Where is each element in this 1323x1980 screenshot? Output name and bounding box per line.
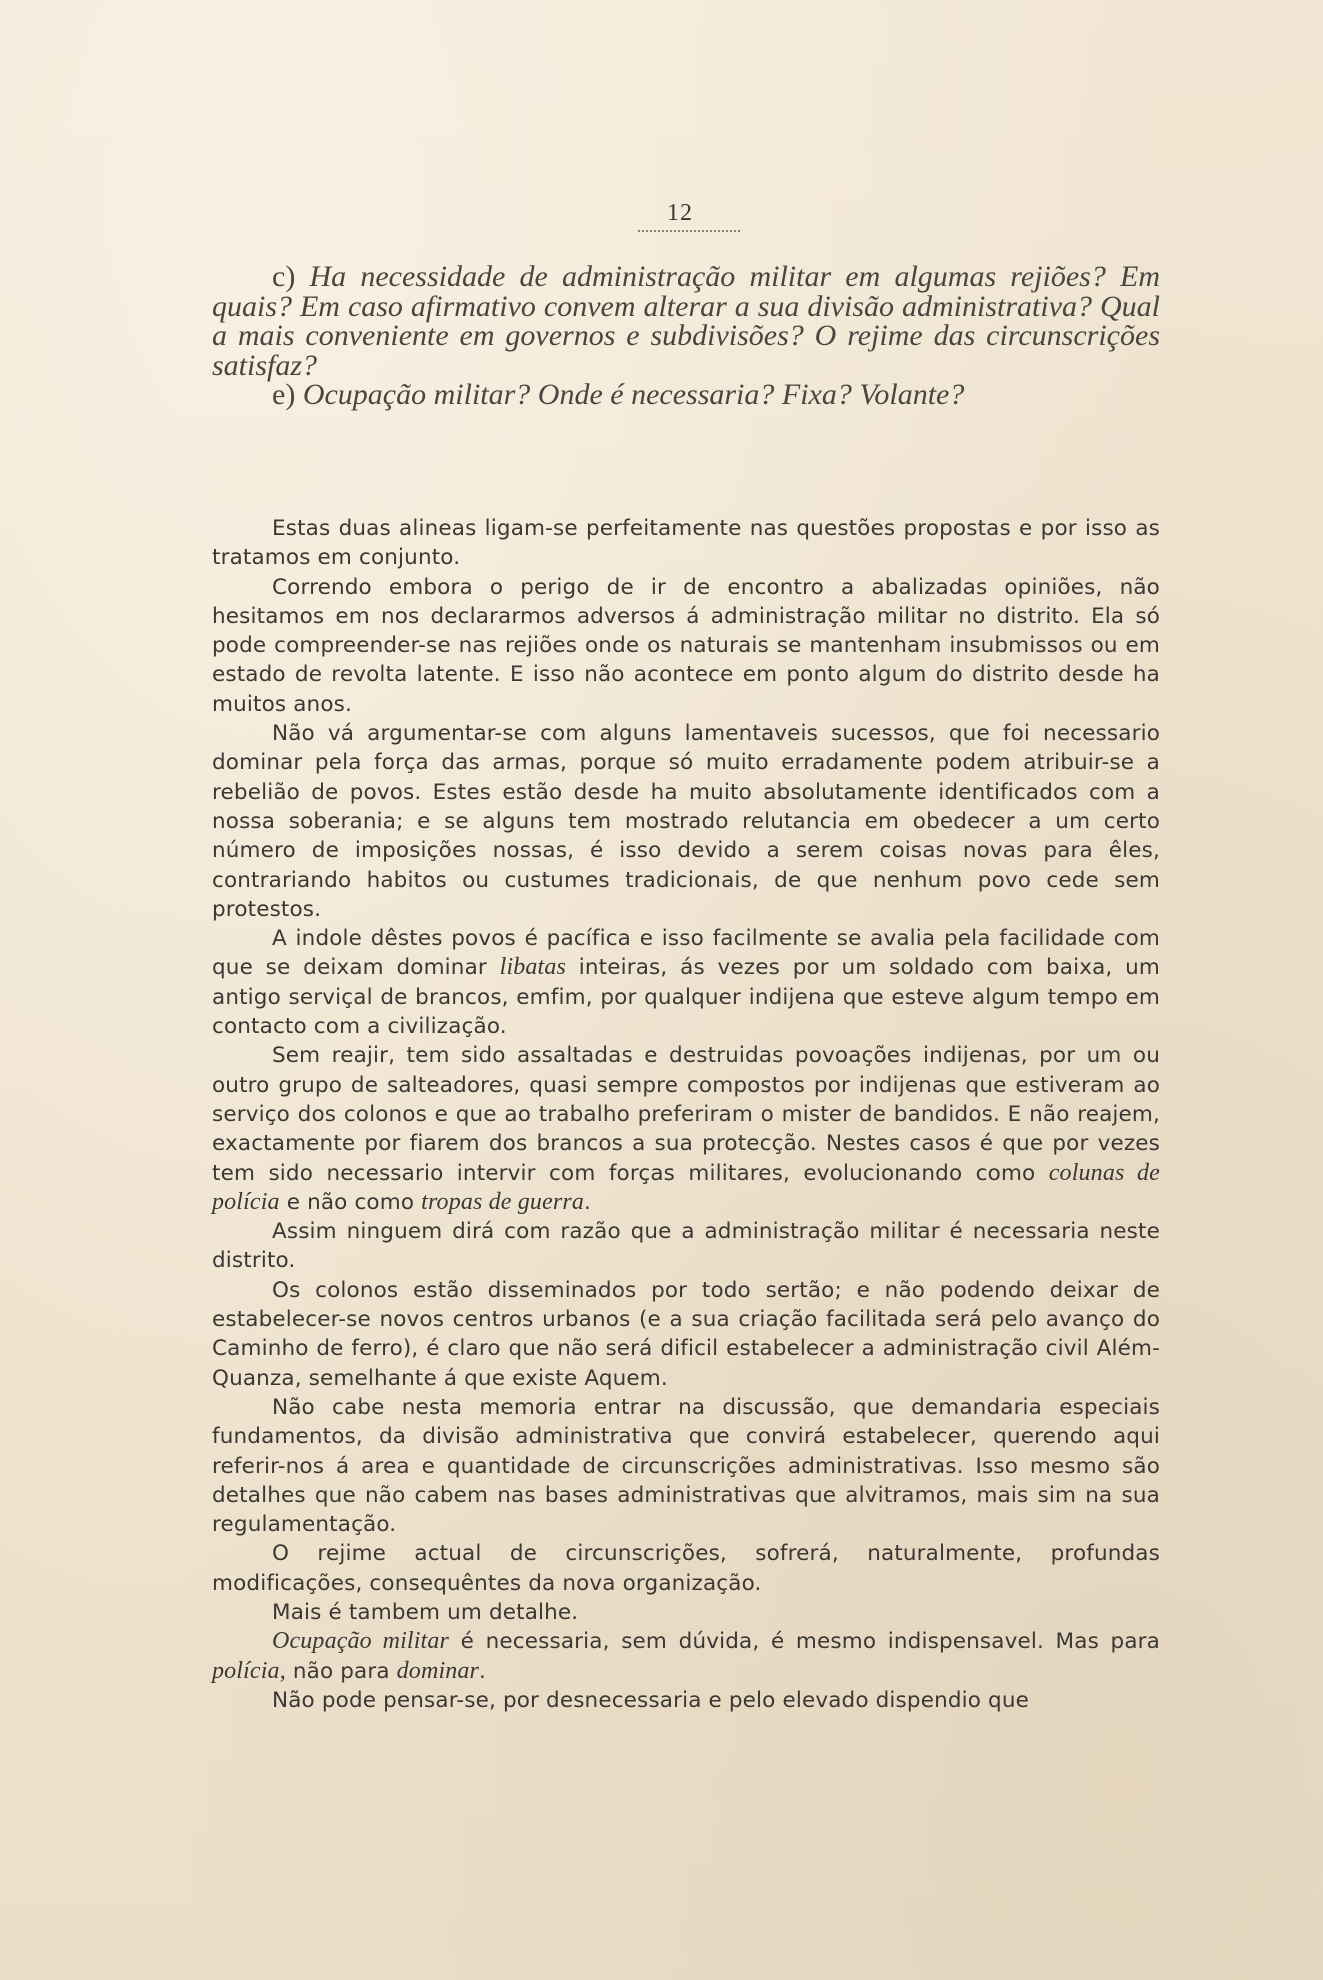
paragraph-text: inteiras, ás vezes por um soldado com baixa, um antigo serviçal de brancos, emfim, por qualquer indijena que esteve algum tempo em contacto com a civilização. (212, 955, 1160, 1040)
paragraph-text: . (479, 1658, 487, 1684)
paragraph: Não cabe nesta memoria entrar na discussão, que demandaria especiais fundamentos, da divisão administrativa que convirá estabelecer, querendo aqui referir-nos á area e quantidade de circunscrições administrativas. Isso mesmo são detalhes que não cabem nas bases administrativas que alvitramos, mais sim na sua regulamentação. (212, 1394, 1160, 1538)
question-text: Ocupação militar? Onde é necessaria? Fixa? Volante? (302, 378, 965, 411)
question-c (212, 262, 1160, 380)
paragraph: Estas duas alineas ligam-se perfeitamente nas questões propostas e por isso as tratamos em conjunto. (212, 516, 1160, 571)
paragraph-text: não para (285, 1658, 397, 1684)
paragraph-text: é necessaria, sem dúvida, é mesmo indispensavel. Mas para (449, 1629, 1160, 1655)
question-text: Ha necessidade de administração militar em algumas rejiões? Em quais? Em caso afirmativo convem alterar a sua divisão administrativa? Qual a mais conveniente em governos e subdivisões? O rejime das circunscrições satisfaz? (212, 260, 1161, 382)
italic-term: tropas de guerra (421, 1188, 584, 1215)
paragraph: Correndo embora o perigo de ir de encontro a abalizadas opiniões, não hesitamos em nos declararmos adversos á administração militar no distrito. Ela só pode compreender-se nas rejiões onde os naturais se mantenham insubmissos ou em estado de revolta latente. E isso não acontece em ponto algum do distrito desde ha muitos anos. (212, 574, 1160, 717)
italic-term: dominar (396, 1657, 480, 1684)
page-number: 12 (667, 200, 693, 226)
paragraph: Os colonos estão disseminados por todo sertão; e não podendo deixar de estabelecer-se novos centros urbanos (e a sua criação facilitada será pelo avanço do Caminho de ferro), é claro que não será dificil estabelecer a administração civil Além-Quanza, semelhante á que existe Aquem. (212, 1277, 1160, 1391)
question-prefix: e) (272, 378, 296, 411)
question-e (212, 380, 1160, 410)
body-text (212, 514, 1160, 1715)
italic-term: Ocupação militar (272, 1628, 450, 1655)
question-prefix: c) (272, 260, 296, 293)
italic-term: polícia, (212, 1657, 286, 1684)
paragraph: Não vá argumentar-se com alguns lamentaveis sucessos, que foi necessario dominar pela força das armas, porque só muito erradamente podem atribuir-se a rebelião de povos. Estes estão desde ha muito absolutamente identificados com a nossa soberania; e se alguns tem mostrado relutancia em obedecer a um certo número de imposições nossas, é isso devido a serem coisas novas para êles, contrariando habitos ou custumes tradicionais, de que nenhum povo cede sem protestos. (212, 721, 1160, 922)
paragraph (212, 924, 1160, 1041)
paragraph-text: e não como (279, 1189, 422, 1215)
italic-term: colunas de polícia (212, 1159, 1160, 1215)
italic-term: libatas (499, 954, 567, 981)
paragraph: Não pode pensar-se, por desnecessaria e pelo elevado dispendio que (272, 1687, 1030, 1713)
paragraph-text: . (583, 1189, 591, 1215)
questions-block (212, 262, 1160, 410)
paragraph: O rejime actual de circunscrições, sofrerá, naturalmente, profundas modificações, consequêntes da nova organização. (212, 1541, 1160, 1596)
paragraph (212, 1041, 1160, 1217)
paragraph-text: Sem reajir, tem sido assaltadas e destruidas povoações indijenas, por um ou outro grupo de salteadores, quasi sempre compostos por indijenas que estiveram ao serviço dos colonos e que ao trabalho preferiram o mister de bandidos. E não reajem, exactamente por fiarem dos brancos a sua protecção. Nestes casos é que por vezes tem sido necessario intervir com forças militares, evolucionando como (212, 1043, 1160, 1186)
paragraph (212, 1627, 1160, 1686)
paragraph-text: A indole dêstes povos é pacífica e isso facilmente se avalia pela facilidade com que se deixam dominar (212, 926, 1160, 981)
page-number-rule (638, 230, 740, 232)
paragraph: Assim ninguem dirá com razão que a administração militar é necessaria neste distrito. (212, 1219, 1160, 1274)
paragraph: Mais é tambem um detalhe. (272, 1599, 579, 1625)
